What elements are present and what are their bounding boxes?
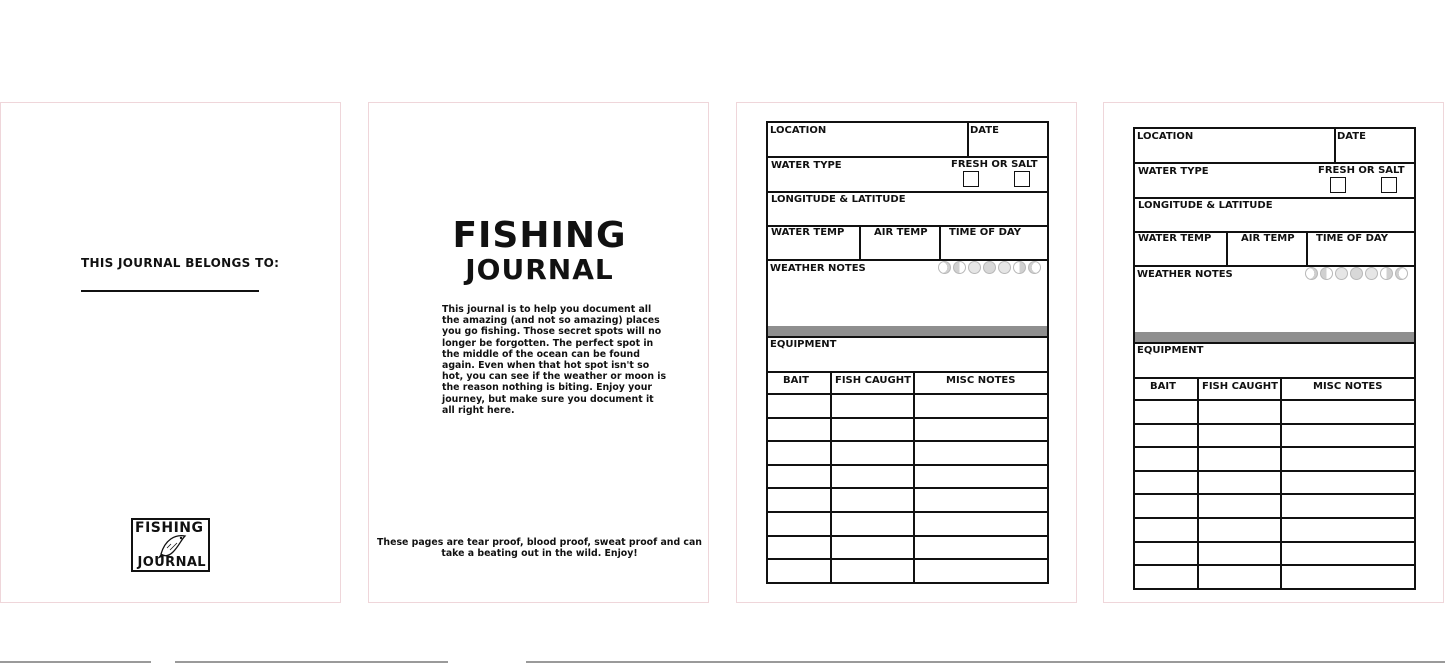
table-row-line xyxy=(1135,564,1414,566)
durability-note: These pages are tear proof, blood proof, sweat proof and can take a beating out in the wild. Enjoy! xyxy=(377,537,702,560)
longitude-latitude-label: LONGITUDE & LATITUDE xyxy=(1138,200,1273,211)
table-row-line xyxy=(768,417,1047,419)
waxing-crescent-icon xyxy=(1305,267,1318,280)
weather-notes-label: WEATHER NOTES xyxy=(1137,269,1233,280)
full-moon-icon xyxy=(983,261,996,274)
col-divider xyxy=(939,225,941,259)
waning-gibbous-icon xyxy=(1365,267,1378,280)
salt-checkbox[interactable] xyxy=(1381,177,1397,193)
water-type-label: WATER TYPE xyxy=(771,160,842,171)
belongs-label: THIS JOURNAL BELONGS TO: xyxy=(81,256,280,270)
row-divider xyxy=(1135,399,1414,401)
waning-crescent-icon xyxy=(1028,261,1041,274)
table-row-line xyxy=(768,558,1047,560)
moon-phases xyxy=(938,261,1041,274)
waning-crescent-icon xyxy=(1395,267,1408,280)
log-form xyxy=(1133,127,1416,590)
misc-notes-label: MISC NOTES xyxy=(1313,381,1383,392)
col-divider xyxy=(1197,377,1199,590)
waxing-crescent-icon xyxy=(938,261,951,274)
row-divider xyxy=(1135,377,1414,379)
table-row-line xyxy=(768,440,1047,442)
moon-phases xyxy=(1305,267,1408,280)
row-divider xyxy=(1135,162,1414,164)
salt-checkbox[interactable] xyxy=(1014,171,1030,187)
fish-caught-label: FISH CAUGHT xyxy=(1202,381,1278,392)
table-row-line xyxy=(1135,541,1414,543)
bait-label: BAIT xyxy=(1150,381,1176,392)
col-divider xyxy=(1226,231,1228,265)
table-row-line xyxy=(768,487,1047,489)
air-temp-label: AIR TEMP xyxy=(874,227,928,238)
logo-line2: JOURNAL xyxy=(137,555,206,570)
fresh-checkbox[interactable] xyxy=(1330,177,1346,193)
row-divider xyxy=(768,191,1047,193)
last-quarter-icon xyxy=(1013,261,1026,274)
intro-paragraph: This journal is to help you document all the amazing (and not so amazing) places you go fishing. Those secret spots will no longer be forgotten. The perfect spot in the middle of the ocean can be found again. Even when that hot spot isn't so hot, you can see if the weather or moon is the reason nothing is biting. Enjoy your journey, but make sure you document it all right here. xyxy=(442,304,667,416)
last-quarter-icon xyxy=(1380,267,1393,280)
waxing-gibbous-icon xyxy=(1335,267,1348,280)
table-row-line xyxy=(768,511,1047,513)
table-row-line xyxy=(768,464,1047,466)
col-divider xyxy=(1280,377,1282,590)
log-form xyxy=(766,121,1049,584)
col-divider xyxy=(859,225,861,259)
log-page-left xyxy=(736,102,1077,603)
table-row-line xyxy=(1135,470,1414,472)
col-divider xyxy=(913,371,915,584)
logo-line1: FISHING xyxy=(135,520,204,536)
longitude-latitude-field[interactable] xyxy=(1135,211,1414,231)
row-divider xyxy=(1135,197,1414,199)
table-row-line xyxy=(768,535,1047,537)
date-label: DATE xyxy=(970,125,999,136)
title-line1: FISHING xyxy=(452,215,627,256)
gray-separator xyxy=(1135,332,1414,342)
water-type-label: WATER TYPE xyxy=(1138,166,1209,177)
log-page-right xyxy=(1103,102,1444,603)
waxing-gibbous-icon xyxy=(968,261,981,274)
title-line2: JOURNAL xyxy=(465,253,614,286)
location-label: LOCATION xyxy=(770,125,827,136)
owner-page xyxy=(0,102,341,603)
first-quarter-icon xyxy=(1320,267,1333,280)
weather-notes-field[interactable] xyxy=(768,281,1047,326)
location-field[interactable] xyxy=(768,135,967,156)
weather-notes-label: WEATHER NOTES xyxy=(770,263,866,274)
equipment-field[interactable] xyxy=(768,351,1047,371)
longitude-latitude-field[interactable] xyxy=(768,205,1047,225)
col-divider xyxy=(830,371,832,584)
col-divider xyxy=(1306,231,1308,265)
air-temp-label: AIR TEMP xyxy=(1241,233,1295,244)
fresh-checkbox[interactable] xyxy=(963,171,979,187)
time-of-day-label: TIME OF DAY xyxy=(949,227,1021,238)
fish-caught-label: FISH CAUGHT xyxy=(835,375,911,386)
row-divider xyxy=(768,371,1047,373)
row-divider xyxy=(768,336,1047,338)
longitude-latitude-label: LONGITUDE & LATITUDE xyxy=(771,194,906,205)
equipment-field[interactable] xyxy=(1135,357,1414,377)
full-moon-icon xyxy=(1350,267,1363,280)
journal-logo xyxy=(131,518,210,572)
weather-notes-field[interactable] xyxy=(1135,287,1414,332)
time-of-day-label: TIME OF DAY xyxy=(1316,233,1388,244)
date-label: DATE xyxy=(1337,131,1366,142)
table-row-line xyxy=(1135,493,1414,495)
signature-line xyxy=(81,290,259,292)
equipment-label: EQUIPMENT xyxy=(1137,345,1204,356)
fresh-or-salt-label: FRESH OR SALT xyxy=(951,159,1038,170)
equipment-label: EQUIPMENT xyxy=(770,339,837,350)
first-quarter-icon xyxy=(953,261,966,274)
table-row-line xyxy=(1135,423,1414,425)
date-field[interactable] xyxy=(1336,141,1414,162)
intro-page xyxy=(368,102,709,603)
gray-separator xyxy=(768,326,1047,336)
location-field[interactable] xyxy=(1135,141,1334,162)
row-divider xyxy=(768,156,1047,158)
bait-label: BAIT xyxy=(783,375,809,386)
table-row-line xyxy=(1135,446,1414,448)
table-row-line xyxy=(1135,517,1414,519)
row-divider xyxy=(1135,342,1414,344)
misc-notes-label: MISC NOTES xyxy=(946,375,1016,386)
location-label: LOCATION xyxy=(1137,131,1194,142)
date-field[interactable] xyxy=(969,135,1047,156)
waning-gibbous-icon xyxy=(998,261,1011,274)
water-temp-label: WATER TEMP xyxy=(1138,233,1212,244)
row-divider xyxy=(768,393,1047,395)
water-temp-label: WATER TEMP xyxy=(771,227,845,238)
fresh-or-salt-label: FRESH OR SALT xyxy=(1318,165,1405,176)
